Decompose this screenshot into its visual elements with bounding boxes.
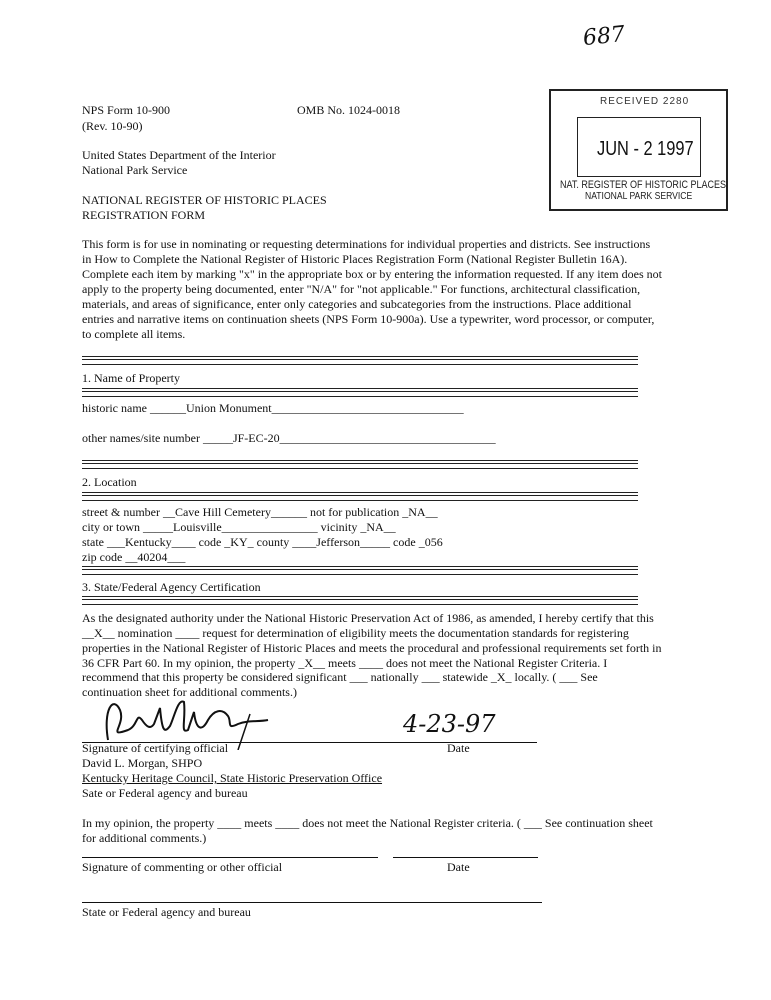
section-1-heading: 1. Name of Property (82, 371, 180, 385)
section-divider (82, 492, 638, 501)
instructions-line: Complete each item by marking "x" in the appropriate box or by entering the information requested. If any item does not (82, 267, 662, 281)
agency-name: Kentucky Heritage Council, State Historic Preservation Office (82, 771, 383, 785)
agency-line (82, 902, 542, 903)
section-divider (82, 388, 638, 397)
stamp-received: RECEIVED 2280 (600, 96, 690, 107)
section-divider (82, 460, 638, 469)
state-field[interactable]: state ___Kentucky____ code _KY_ county ____Jefferson_____ code _056 (82, 535, 443, 549)
instructions-line: to complete all items. (82, 327, 186, 341)
date-label: Date (447, 741, 470, 755)
stamp-date: JUN - 2 1997 (597, 138, 694, 160)
form-title-2: REGISTRATION FORM (82, 208, 206, 222)
omb-number: OMB No. 1024-0018 (297, 103, 401, 117)
certification-text: 36 CFR Part 60. In my opinion, the property _X__ meets ____ does not meet the National Register Criteria. I (82, 656, 608, 670)
section-3-heading: 3. State/Federal Agency Certification (82, 580, 261, 594)
commenting-date-label: Date (447, 860, 470, 874)
handwritten-page-number: 687 (581, 21, 627, 52)
agency-label: Sate or Federal agency and bureau (82, 786, 248, 800)
section-2-heading: 2. Location (82, 475, 137, 489)
instructions-line: materials, and areas of significance, enter only categories and subcategories from the instructions. Place additional (82, 297, 632, 311)
other-names-field[interactable]: other names/site number _____JF-EC-20____________________________________ (82, 431, 496, 445)
stamp-line-2: NATIONAL PARK SERVICE (585, 191, 693, 202)
signature-line (82, 857, 378, 858)
instructions-line: This form is for use in nominating or requesting determinations for individual properties and districts. See instructions (82, 237, 651, 251)
zip-field[interactable]: zip code __40204___ (82, 550, 186, 564)
city-field[interactable]: city or town _____Louisville________________ vicinity _NA__ (82, 520, 396, 534)
form-revision: (Rev. 10-90) (82, 119, 143, 133)
instructions-line: entries and narrative items on continuation sheets (NPS Form 10-900a). Use a typewriter, word processor, or computer, (82, 312, 655, 326)
section-divider (82, 356, 638, 365)
form-number: NPS Form 10-900 (82, 103, 171, 117)
opinion-text: In my opinion, the property ____ meets ____ does not meet the National Register criteria. ( ___ See continuation sheet (82, 816, 653, 830)
department: United States Department of the Interior (82, 148, 276, 162)
certification-text: recommend that this property be considered significant ___ nationally ___ statewide _X_ locally. ( ___ See (82, 670, 598, 684)
certification-text: __X__ nomination ____ request for determination of eligibility meets the documentation standards for registering (82, 626, 629, 640)
stamp-line-1: NAT. REGISTER OF HISTORIC PLACES (560, 179, 727, 191)
signature-label: Signature of certifying official (82, 741, 229, 755)
section-divider (82, 566, 638, 575)
certification-text: As the designated authority under the National Historic Preservation Act of 1986, as amended, I hereby certify that this (82, 611, 654, 625)
street-field[interactable]: street & number __Cave Hill Cemetery______ not for publication _NA__ (82, 505, 438, 519)
form-title-1: NATIONAL REGISTER OF HISTORIC PLACES (82, 193, 327, 207)
date-line (393, 857, 538, 858)
service: National Park Service (82, 163, 188, 177)
certification-text: properties in the National Register of Historic Places and meets the procedural and professional requirements set forth in (82, 641, 662, 655)
section-divider (82, 596, 638, 605)
official-name: David L. Morgan, SHPO (82, 756, 203, 770)
signature-date-handwriting: 4-23-97 (403, 710, 496, 738)
commenting-signature-label: Signature of commenting or other official (82, 860, 283, 874)
instructions-line: apply to the property being documented, enter "N/A" for "not applicable." For functions, architectural classification, (82, 282, 641, 296)
opinion-text: for additional comments.) (82, 831, 207, 845)
historic-name-field[interactable]: historic name ______Union Monument________________________________ (82, 401, 464, 415)
agency2-label: State or Federal agency and bureau (82, 905, 251, 919)
certification-text: continuation sheet for additional comments.) (82, 685, 297, 699)
instructions-line: in How to Complete the National Register of Historic Places Registration Form (National Register Bulletin 16A). (82, 252, 628, 266)
